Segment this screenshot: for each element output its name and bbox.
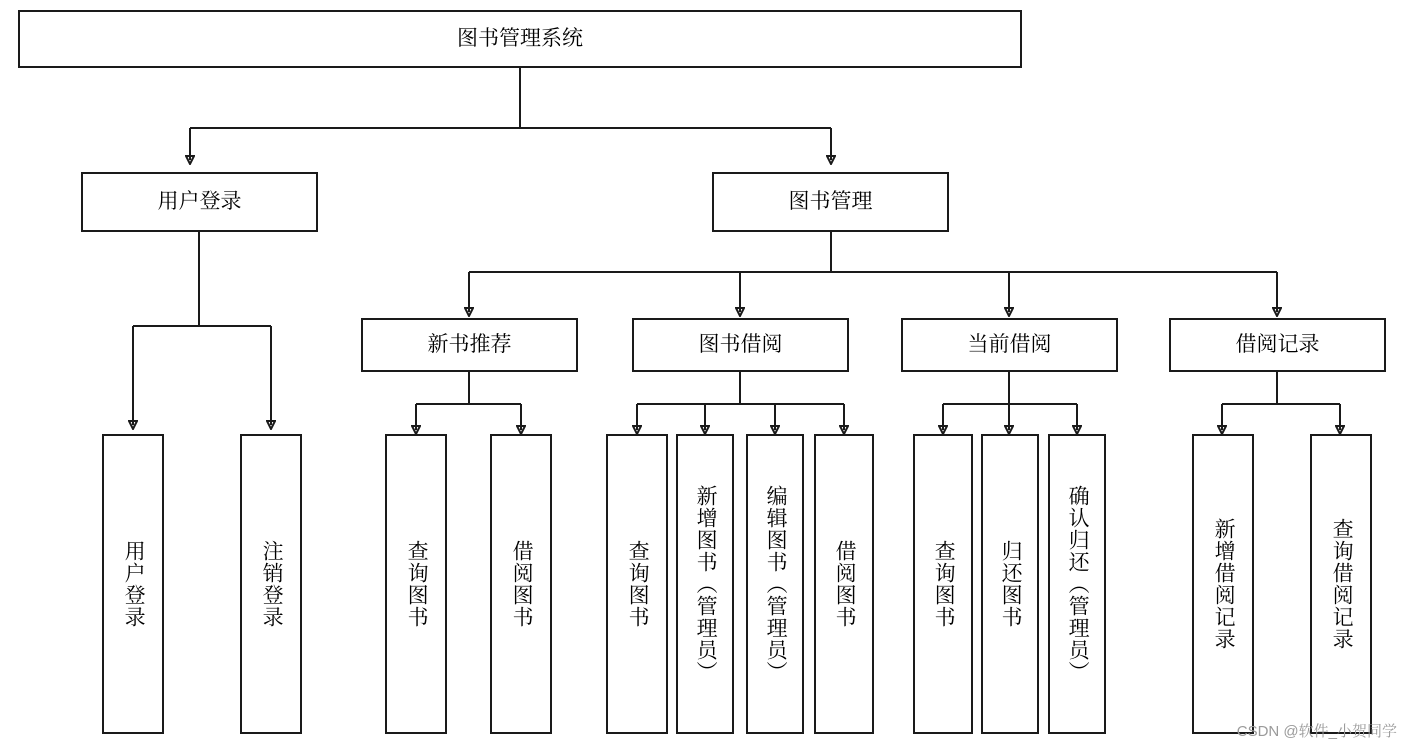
leaf-borrow-book-1-label: 借阅图书 bbox=[510, 540, 534, 628]
node-new-book-recommend-label: 新书推荐 bbox=[427, 332, 512, 356]
node-current-borrow-label: 当前借阅 bbox=[967, 332, 1052, 356]
node-book-borrow[interactable] bbox=[632, 318, 849, 372]
node-user-login-label: 用户登录 bbox=[157, 189, 242, 213]
leaf-confirm-return[interactable] bbox=[1048, 434, 1106, 734]
watermark: CSDN @软件_小贺同学 bbox=[1236, 723, 1397, 740]
leaf-query-book-3-label: 查询图书 bbox=[932, 540, 956, 628]
node-current-borrow[interactable] bbox=[901, 318, 1118, 372]
node-borrow-records-label: 借阅记录 bbox=[1235, 332, 1320, 356]
leaf-add-record[interactable] bbox=[1192, 434, 1254, 734]
leaf-borrow-book-2[interactable] bbox=[814, 434, 874, 734]
leaf-return-book[interactable] bbox=[981, 434, 1039, 734]
leaf-query-book-3[interactable] bbox=[913, 434, 973, 734]
node-new-book-recommend[interactable] bbox=[361, 318, 578, 372]
leaf-add-book[interactable] bbox=[676, 434, 734, 734]
leaf-user-login[interactable] bbox=[102, 434, 164, 734]
leaf-query-book-2-label: 查询图书 bbox=[626, 540, 650, 628]
leaf-add-book-label: 新增图书（管理员） bbox=[694, 485, 718, 683]
leaf-borrow-book-2-label: 借阅图书 bbox=[833, 540, 857, 628]
leaf-logout[interactable] bbox=[240, 434, 302, 734]
leaf-query-record[interactable] bbox=[1310, 434, 1372, 734]
node-root-label: 图书管理系统 bbox=[457, 26, 583, 50]
leaf-query-book-2[interactable] bbox=[606, 434, 668, 734]
leaf-query-book-1-label: 查询图书 bbox=[405, 540, 429, 628]
leaf-borrow-book-1[interactable] bbox=[490, 434, 552, 734]
leaf-confirm-return-label: 确认归还（管理员） bbox=[1066, 485, 1090, 683]
node-root[interactable] bbox=[18, 10, 1022, 68]
node-book-management[interactable] bbox=[712, 172, 949, 232]
leaf-edit-book[interactable] bbox=[746, 434, 804, 734]
leaf-query-book-1[interactable] bbox=[385, 434, 447, 734]
leaf-user-login-label: 用户登录 bbox=[122, 540, 146, 628]
node-book-management-label: 图书管理 bbox=[788, 189, 873, 213]
leaf-return-book-label: 归还图书 bbox=[999, 540, 1023, 628]
leaf-logout-label: 注销登录 bbox=[260, 540, 284, 628]
leaf-query-record-label: 查询借阅记录 bbox=[1330, 518, 1354, 650]
leaf-add-record-label: 新增借阅记录 bbox=[1212, 518, 1236, 650]
node-user-login[interactable] bbox=[81, 172, 318, 232]
node-book-borrow-label: 图书借阅 bbox=[698, 332, 783, 356]
leaf-edit-book-label: 编辑图书（管理员） bbox=[764, 485, 788, 683]
node-borrow-records[interactable] bbox=[1169, 318, 1386, 372]
